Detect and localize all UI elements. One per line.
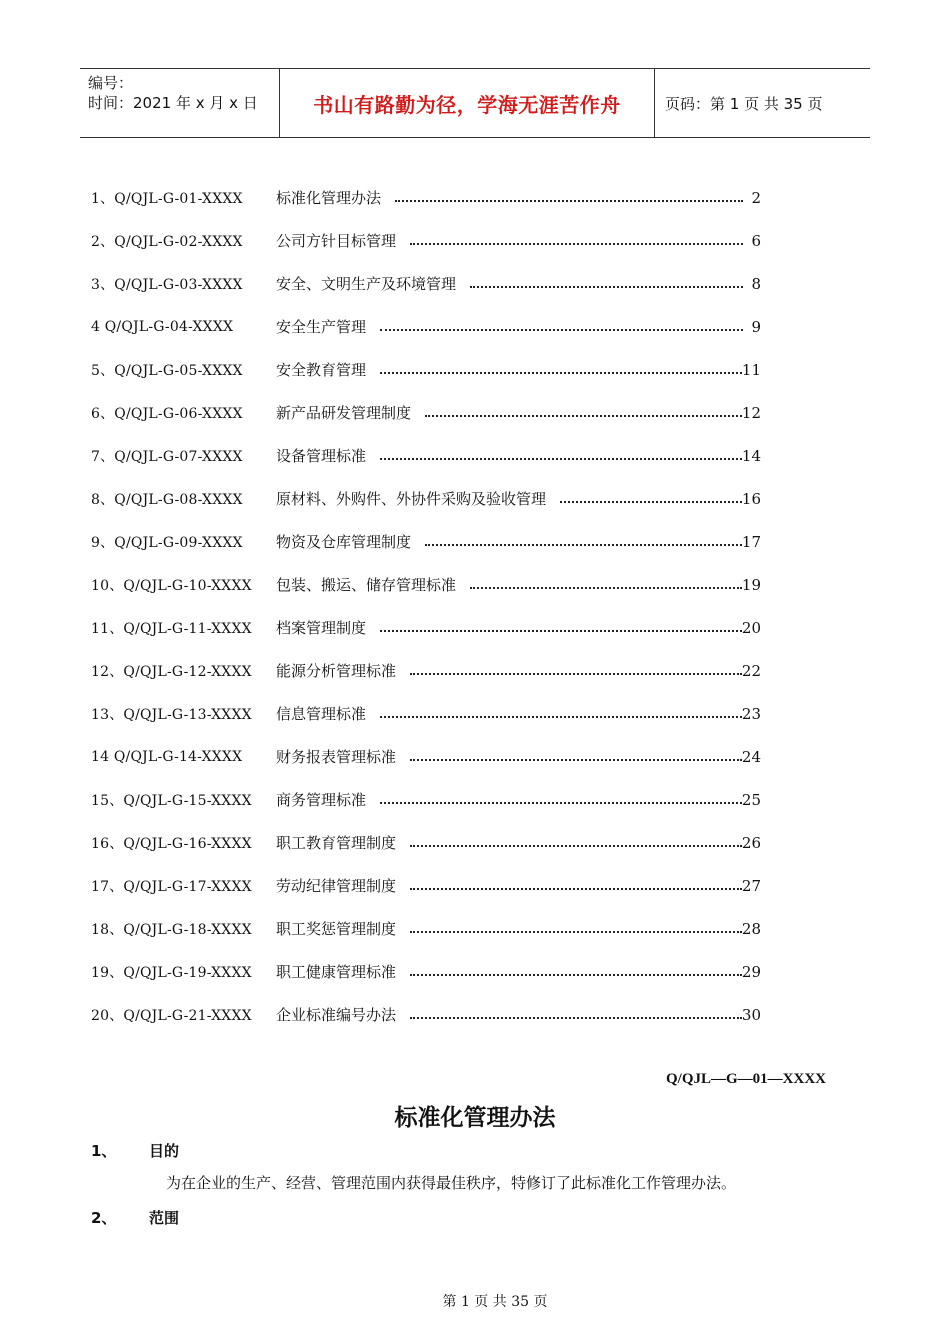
toc-entry-page: 27 <box>741 876 761 895</box>
header-page-info: 页码：第 1 页 共 35 页 <box>665 94 823 113</box>
toc-leader-dots <box>380 457 742 460</box>
page-footer: 第 1 页 共 35 页 <box>442 1294 548 1310</box>
toc-leader-dots <box>470 586 742 589</box>
toc-entry[interactable] <box>91 305 761 348</box>
toc-entry-title: 商务管理标准 <box>276 791 367 809</box>
toc-entry-title: 企业标准编号办法 <box>276 1006 397 1024</box>
toc-entry-title: 信息管理标准 <box>276 705 367 723</box>
toc-entry[interactable] <box>91 778 761 821</box>
toc-entry-code: 14 Q/QJL-G-14-XXXX <box>91 748 243 765</box>
toc-entry-page: 20 <box>741 618 761 637</box>
toc-entry[interactable] <box>91 520 761 563</box>
toc-entry-page: 25 <box>741 790 761 809</box>
toc-leader-dots <box>470 285 743 288</box>
section-number: 1、 <box>91 1142 117 1160</box>
toc-entry-code: 4 Q/QJL-G-04-XXXX <box>91 318 234 335</box>
toc-entry-title: 新产品研发管理制度 <box>276 404 412 422</box>
toc-entry-title: 档案管理制度 <box>276 619 367 637</box>
toc-entry-code: 13、Q/QJL-G-13-XXXX <box>91 706 252 723</box>
document-title: 标准化管理办法 <box>394 1105 556 1131</box>
header-slogan: 书山有路勤为径，学海无涯苦作舟 <box>280 69 655 137</box>
header-meta <box>80 69 280 137</box>
toc-leader-dots <box>410 758 742 761</box>
toc-entry[interactable] <box>91 219 761 262</box>
toc-entry[interactable] <box>91 262 761 305</box>
toc-entry[interactable] <box>91 993 761 1036</box>
toc-leader-dots <box>380 715 742 718</box>
toc-leader-dots <box>380 629 742 632</box>
toc-leader-dots <box>410 242 743 245</box>
toc-entry-page: 29 <box>741 962 761 981</box>
toc-entry-title: 能源分析管理标准 <box>276 662 397 680</box>
toc-entry-code: 17、Q/QJL-G-17-XXXX <box>91 878 252 895</box>
toc-leader-dots <box>410 973 742 976</box>
toc-entry-page: 9 <box>751 317 761 336</box>
document-code: Q/QJL—G—01—XXXX <box>665 1071 826 1087</box>
toc-leader-dots <box>410 672 742 675</box>
toc-entry-code: 10、Q/QJL-G-10-XXXX <box>91 577 252 594</box>
toc-entry-page: 17 <box>741 532 761 551</box>
toc-entry[interactable] <box>91 735 761 778</box>
toc-entry-title: 财务报表管理标准 <box>276 748 397 766</box>
toc-entry-title: 物资及仓库管理制度 <box>276 533 412 551</box>
toc-entry-page: 2 <box>751 188 761 207</box>
toc-entry[interactable] <box>91 864 761 907</box>
toc-entry-code: 19、Q/QJL-G-19-XXXX <box>91 964 252 981</box>
toc-entry[interactable] <box>91 907 761 950</box>
toc-entry-code: 8、Q/QJL-G-08-XXXX <box>91 491 243 508</box>
toc-entry-title: 职工健康管理标准 <box>276 963 397 981</box>
toc-entry-title: 标准化管理办法 <box>276 189 382 207</box>
toc-entry-code: 2、Q/QJL-G-02-XXXX <box>91 233 243 250</box>
toc-leader-dots <box>380 328 743 331</box>
toc-leader-dots <box>410 887 742 890</box>
toc-leader-dots <box>380 371 742 374</box>
toc-leader-dots <box>425 414 742 417</box>
toc-entry-page: 14 <box>741 446 761 465</box>
table-of-contents <box>91 176 761 1036</box>
toc-entry-code: 12、Q/QJL-G-12-XXXX <box>91 663 252 680</box>
toc-entry[interactable] <box>91 821 761 864</box>
toc-entry[interactable] <box>91 391 761 434</box>
toc-entry-page: 30 <box>741 1005 761 1024</box>
toc-entry[interactable] <box>91 434 761 477</box>
toc-entry-page: 28 <box>741 919 761 938</box>
toc-entry-page: 19 <box>741 575 761 594</box>
toc-entry-page: 26 <box>741 833 761 852</box>
toc-entry[interactable] <box>91 477 761 520</box>
toc-entry-page: 16 <box>741 489 761 508</box>
toc-entry-code: 16、Q/QJL-G-16-XXXX <box>91 835 252 852</box>
toc-entry-title: 安全教育管理 <box>276 361 367 379</box>
toc-entry-code: 11、Q/QJL-G-11-XXXX <box>91 620 252 637</box>
toc-entry-title: 安全、文明生产及环境管理 <box>276 275 457 293</box>
toc-entry-page: 23 <box>741 704 761 723</box>
toc-entry-code: 20、Q/QJL-G-21-XXXX <box>91 1007 252 1024</box>
toc-entry-page: 12 <box>741 403 761 422</box>
toc-entry-title: 职工教育管理制度 <box>276 834 397 852</box>
toc-entry-page: 24 <box>741 747 761 766</box>
toc-entry-code: 3、Q/QJL-G-03-XXXX <box>91 276 243 293</box>
toc-leader-dots <box>560 500 742 503</box>
toc-entry[interactable] <box>91 176 761 219</box>
toc-entry-code: 7、Q/QJL-G-07-XXXX <box>91 448 243 465</box>
toc-entry-title: 设备管理标准 <box>276 447 367 465</box>
toc-entry[interactable] <box>91 606 761 649</box>
toc-leader-dots <box>425 543 742 546</box>
toc-entry-title: 公司方针目标管理 <box>276 232 397 250</box>
toc-entry[interactable] <box>91 649 761 692</box>
toc-entry-page: 8 <box>751 274 761 293</box>
toc-entry-code: 18、Q/QJL-G-18-XXXX <box>91 921 252 938</box>
toc-leader-dots <box>410 844 742 847</box>
toc-entry[interactable] <box>91 950 761 993</box>
toc-entry-code: 9、Q/QJL-G-09-XXXX <box>91 534 243 551</box>
toc-entry-title: 包装、搬运、储存管理标准 <box>276 576 457 594</box>
toc-entry-code: 1、Q/QJL-G-01-XXXX <box>91 190 243 207</box>
toc-entry-code: 5、Q/QJL-G-05-XXXX <box>91 362 243 379</box>
section-heading-purpose <box>91 1140 179 1161</box>
toc-entry[interactable] <box>91 348 761 391</box>
number-label: 编号： <box>88 74 134 92</box>
toc-entry[interactable] <box>91 563 761 606</box>
toc-leader-dots <box>410 1016 742 1019</box>
toc-entry-title: 安全生产管理 <box>276 318 367 336</box>
toc-leader-dots <box>395 199 743 202</box>
toc-entry-code: 15、Q/QJL-G-15-XXXX <box>91 792 252 809</box>
section-number: 2、 <box>91 1209 117 1227</box>
toc-leader-dots <box>380 801 742 804</box>
toc-entry-page: 6 <box>751 231 761 250</box>
section-title: 目的 <box>149 1142 180 1160</box>
section-heading-scope <box>91 1207 179 1228</box>
toc-entry-title: 原材料、外购件、外协件采购及验收管理 <box>276 490 547 508</box>
toc-entry-title: 职工奖惩管理制度 <box>276 920 397 938</box>
page-header <box>80 68 870 138</box>
toc-entry-code: 6、Q/QJL-G-06-XXXX <box>91 405 243 422</box>
toc-entry-page: 11 <box>741 360 761 379</box>
toc-leader-dots <box>410 930 742 933</box>
time-label: 时间：2021 年 x 月 x 日 <box>88 94 258 112</box>
toc-entry-title: 劳动纪律管理制度 <box>276 877 397 895</box>
toc-entry-page: 22 <box>741 661 761 680</box>
section-title: 范围 <box>149 1209 180 1227</box>
toc-entry[interactable] <box>91 692 761 735</box>
purpose-paragraph: 为在企业的生产、经营、管理范围内获得最佳秩序，特修订了此标准化工作管理办法。 <box>166 1174 737 1192</box>
